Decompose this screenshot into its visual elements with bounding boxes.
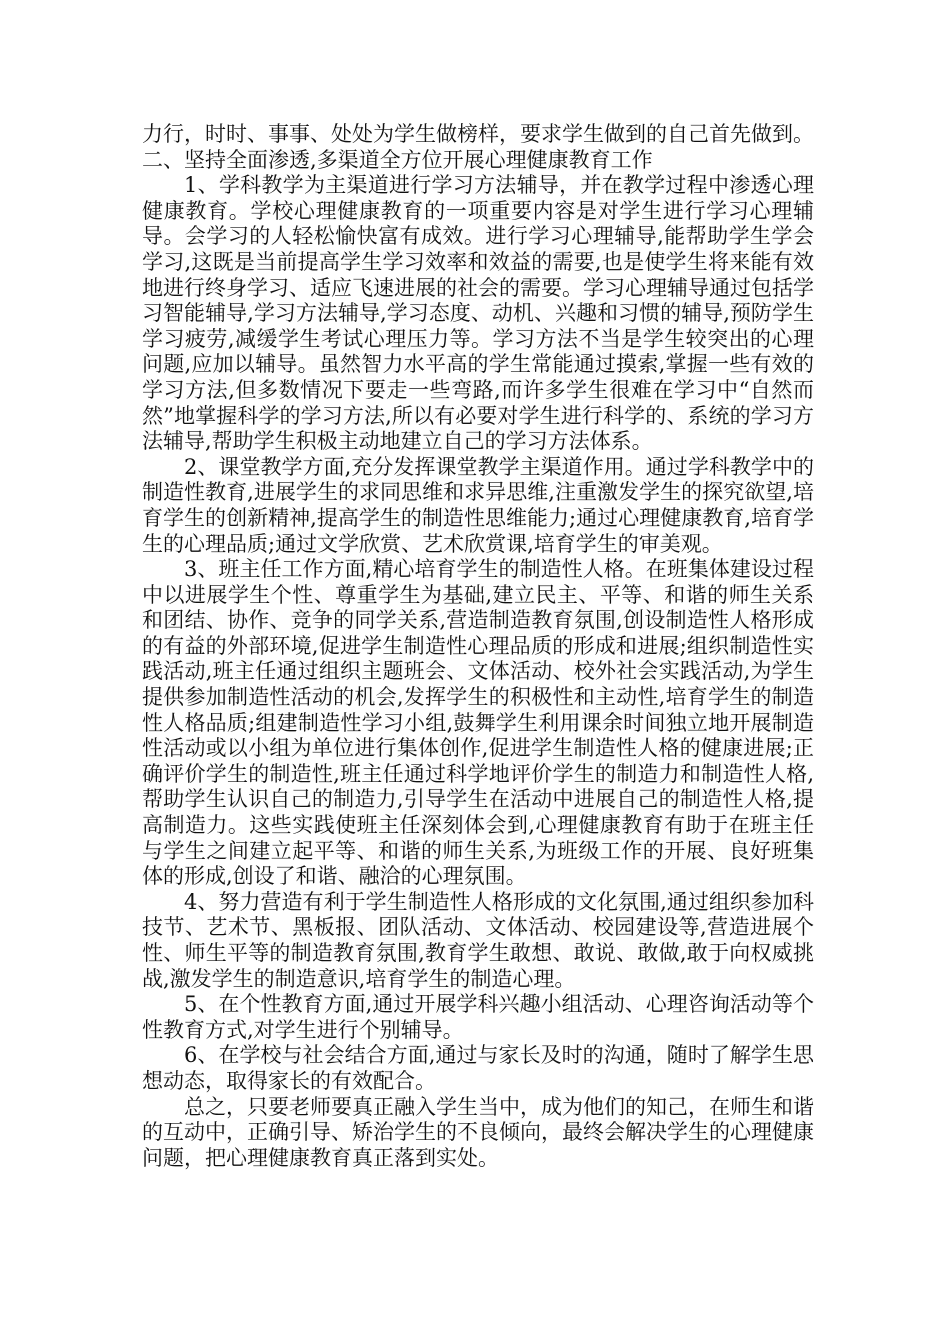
paragraph-class-teacher-work: 3、班主任工作方面,精心培育学生的制造性人格。在班集体建设过程中以进展学生个性、尊重学生为基础,建立民主、平等、和谐的师生关系和团结、协作、竞争的同学关系,营造制造教育氛围,创设制造性人格形成的有益的外部环境,促进学生制造性心理品质的形成和进展;组织制造性实践活动,班主任通过组织主题班会、文体活动、校外社会实践活动,为学生提供参加制造性活动的机会,发挥学生的积极性和主动性,培育学生的制造性人格品质;组建制造性学习小组,鼓舞学生利用课余时间独立地开展制造性活动或以小组为单位进行集体创作,促进学生制造性人格的健康进展;正确评价学生的制造性,班主任通过科学地评价学生的制造力和制造性人格,帮助学生认识自己的制造力,引导学生在活动中进展自己的制造性人格,提高制造力。这些实践使班主任深刻体会到,心理健康教育有助于在班主任与学生之间建立起平等、和谐的师生关系,为班级工作的开展、良好班集体的形成,创设了和谐、融洽的心理氛围。 — [142, 557, 814, 889]
paragraph-continuation: 力行，时时、事事、处处为学生做榜样，要求学生做到的自己首先做到。 二、坚持全面渗透,多渠道全方位开展心理健康教育工作 — [142, 122, 814, 172]
paragraph-classroom-teaching: 2、课堂教学方面,充分发挥课堂教学主渠道作用。通过学科教学中的制造性教育,进展学生的求同思维和求异思维,注重激发学生的探究欲望,培育学生的创新精神,提高学生的制造性思维能力;通过心理健康教育,培育学生的心理品质;通过文学欣赏、艺术欣赏课,培育学生的审美观。 — [142, 454, 814, 556]
paragraph-subject-teaching: 1、学科教学为主渠道进行学习方法辅导，并在教学过程中渗透心理健康教育。学校心理健康教育的一项重要内容是对学生进行学习心理辅导。会学习的人轻松愉快富有成效。进行学习心理辅导,能帮助学生学会学习,这既是当前提高学生学习效率和效益的需要,也是使学生将来能有效地进行终身学习、适应飞速进展的社会的需要。学习心理辅导通过包括学习智能辅导,学习方法辅导,学习态度、动机、兴趣和习惯的辅导,预防学生学习疲劳,减缓学生考试心理压力等。学习方法不当是学生较突出的心理问题,应加以辅导。虽然智力水平高的学生常能通过摸索,掌握一些有效的学习方法,但多数情况下要走一些弯路,而许多学生很难在学习中“自然而然”地掌握科学的学习方法,所以有必要对学生进行科学的、系统的学习方法辅导,帮助学生积极主动地建立自己的学习方法体系。 — [142, 173, 814, 454]
paragraph-conclusion: 总之，只要老师要真正融入学生当中，成为他们的知己，在师生和谐的互动中，正确引导、矫治学生的不良倾向，最终会解决学生的心理健康问题，把心理健康教育真正落到实处。 — [142, 1094, 814, 1170]
paragraph-cultural-atmosphere: 4、努力营造有利于学生制造性人格形成的文化氛围,通过组织参加科技节、艺术节、黑板报、团队活动、文体活动、校园建设等,营造进展个性、师生平等的制造教育氛围,教育学生敢想、敢说、敢做,敢于向权威挑战,激发学生的制造意识,培育学生的制造心理。 — [142, 889, 814, 991]
paragraph-individual-education: 5、在个性教育方面,通过开展学科兴趣小组活动、心理咨询活动等个性教育方式,对学生进行个别辅导。 — [142, 992, 814, 1042]
paragraph-school-society: 6、在学校与社会结合方面,通过与家长及时的沟通，随时了解学生思想动态，取得家长的有效配合。 — [142, 1043, 814, 1093]
document-body — [142, 122, 814, 1171]
